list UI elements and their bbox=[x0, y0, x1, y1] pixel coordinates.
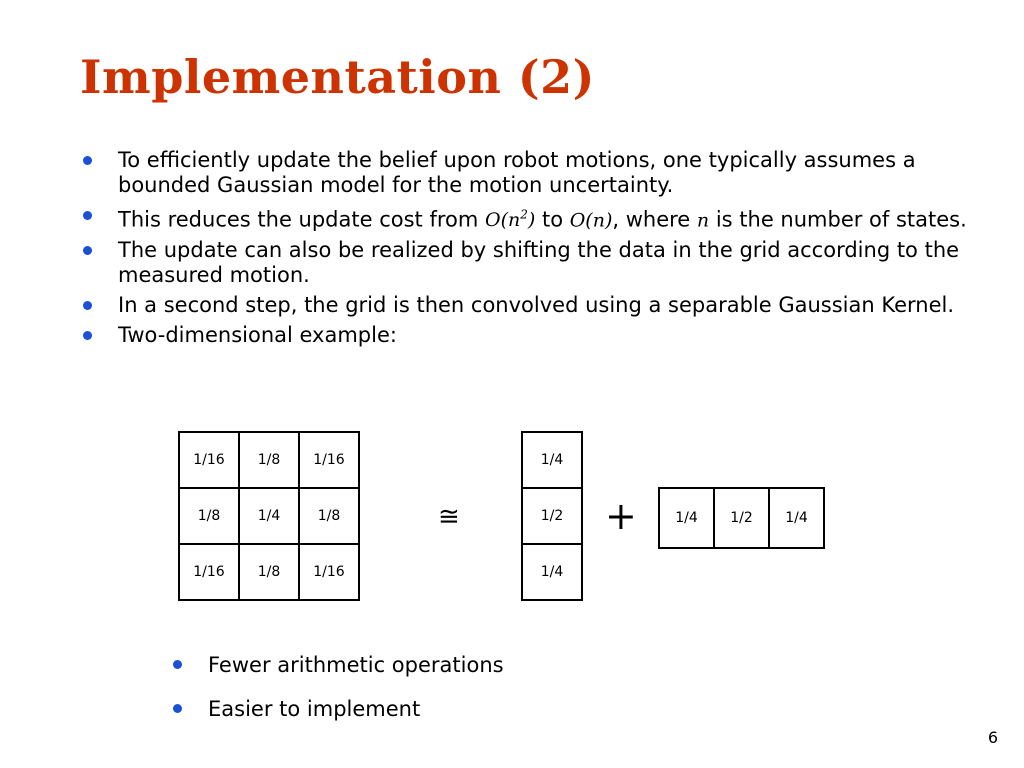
kernel-cell: 1/16 bbox=[179, 432, 239, 488]
bullet-item bbox=[80, 148, 980, 198]
bullet-dot-icon bbox=[83, 331, 92, 340]
column-cell: 1/2 bbox=[522, 488, 582, 544]
page-number: 6 bbox=[987, 728, 998, 747]
bullet-text: In a second step, the grid is then convolved using a separable Gaussian Kernel. bbox=[118, 293, 955, 318]
bullet-item bbox=[80, 293, 980, 318]
kernel-2d-grid bbox=[178, 431, 360, 601]
bullet-dot-icon bbox=[83, 156, 92, 165]
complexity-quadratic: $O(n^2)$ bbox=[485, 208, 536, 232]
kernel-cell: 1/8 bbox=[179, 488, 239, 544]
bullet-dot-icon bbox=[83, 246, 92, 255]
complexity-linear: O(n) bbox=[569, 209, 613, 232]
bullet-text: The update can also be realized by shifting the data in the grid according to the measured motion. bbox=[118, 238, 960, 288]
bullet-item bbox=[80, 238, 980, 288]
row-cell: 1/4 bbox=[659, 488, 714, 548]
variable-n: n bbox=[696, 209, 710, 232]
slide-title: Implementation (2) bbox=[80, 50, 595, 104]
kernel-cell: 1/16 bbox=[299, 544, 359, 600]
column-cell: 1/4 bbox=[522, 544, 582, 600]
sub-bullet-text: Fewer arithmetic operations bbox=[208, 653, 504, 677]
bullet-dot-icon bbox=[173, 660, 182, 669]
column-cell: 1/4 bbox=[522, 432, 582, 488]
kernel-cell: 1/8 bbox=[299, 488, 359, 544]
kernel-cell: 1/8 bbox=[239, 544, 299, 600]
plus-symbol: + bbox=[605, 494, 637, 538]
bullet-dot-icon bbox=[173, 704, 182, 713]
bullet-text: To efficiently update the belief upon robot motions, one typically assumes a bounded Gaussian model for the motion uncertainty. bbox=[118, 148, 916, 197]
bullet-item bbox=[80, 323, 980, 348]
kernel-cell: 1/4 bbox=[239, 488, 299, 544]
row-vector bbox=[658, 487, 825, 549]
kernel-cell: 1/16 bbox=[179, 544, 239, 600]
sub-bullet-item bbox=[170, 652, 504, 678]
sub-bullet-text: Easier to implement bbox=[208, 697, 421, 721]
sub-bullet-item bbox=[170, 696, 504, 722]
approx-equal-symbol: ≅ bbox=[438, 502, 460, 532]
bullet-dot-icon bbox=[83, 211, 92, 220]
row-cell: 1/4 bbox=[769, 488, 824, 548]
bullet-text: Two-dimensional example: bbox=[118, 323, 397, 348]
sub-bullet-list bbox=[170, 652, 504, 740]
bullet-dot-icon bbox=[83, 301, 92, 310]
row-cell: 1/2 bbox=[714, 488, 769, 548]
bullet-list bbox=[80, 148, 980, 353]
bullet-item: This reduces the update cost from $O(n^2)$ to O(n), where n is the number of states. bbox=[80, 203, 980, 233]
bullet-text: This reduces the update cost from bbox=[118, 207, 485, 232]
column-vector bbox=[521, 431, 583, 601]
kernel-cell: 1/16 bbox=[299, 432, 359, 488]
kernel-cell: 1/8 bbox=[239, 432, 299, 488]
